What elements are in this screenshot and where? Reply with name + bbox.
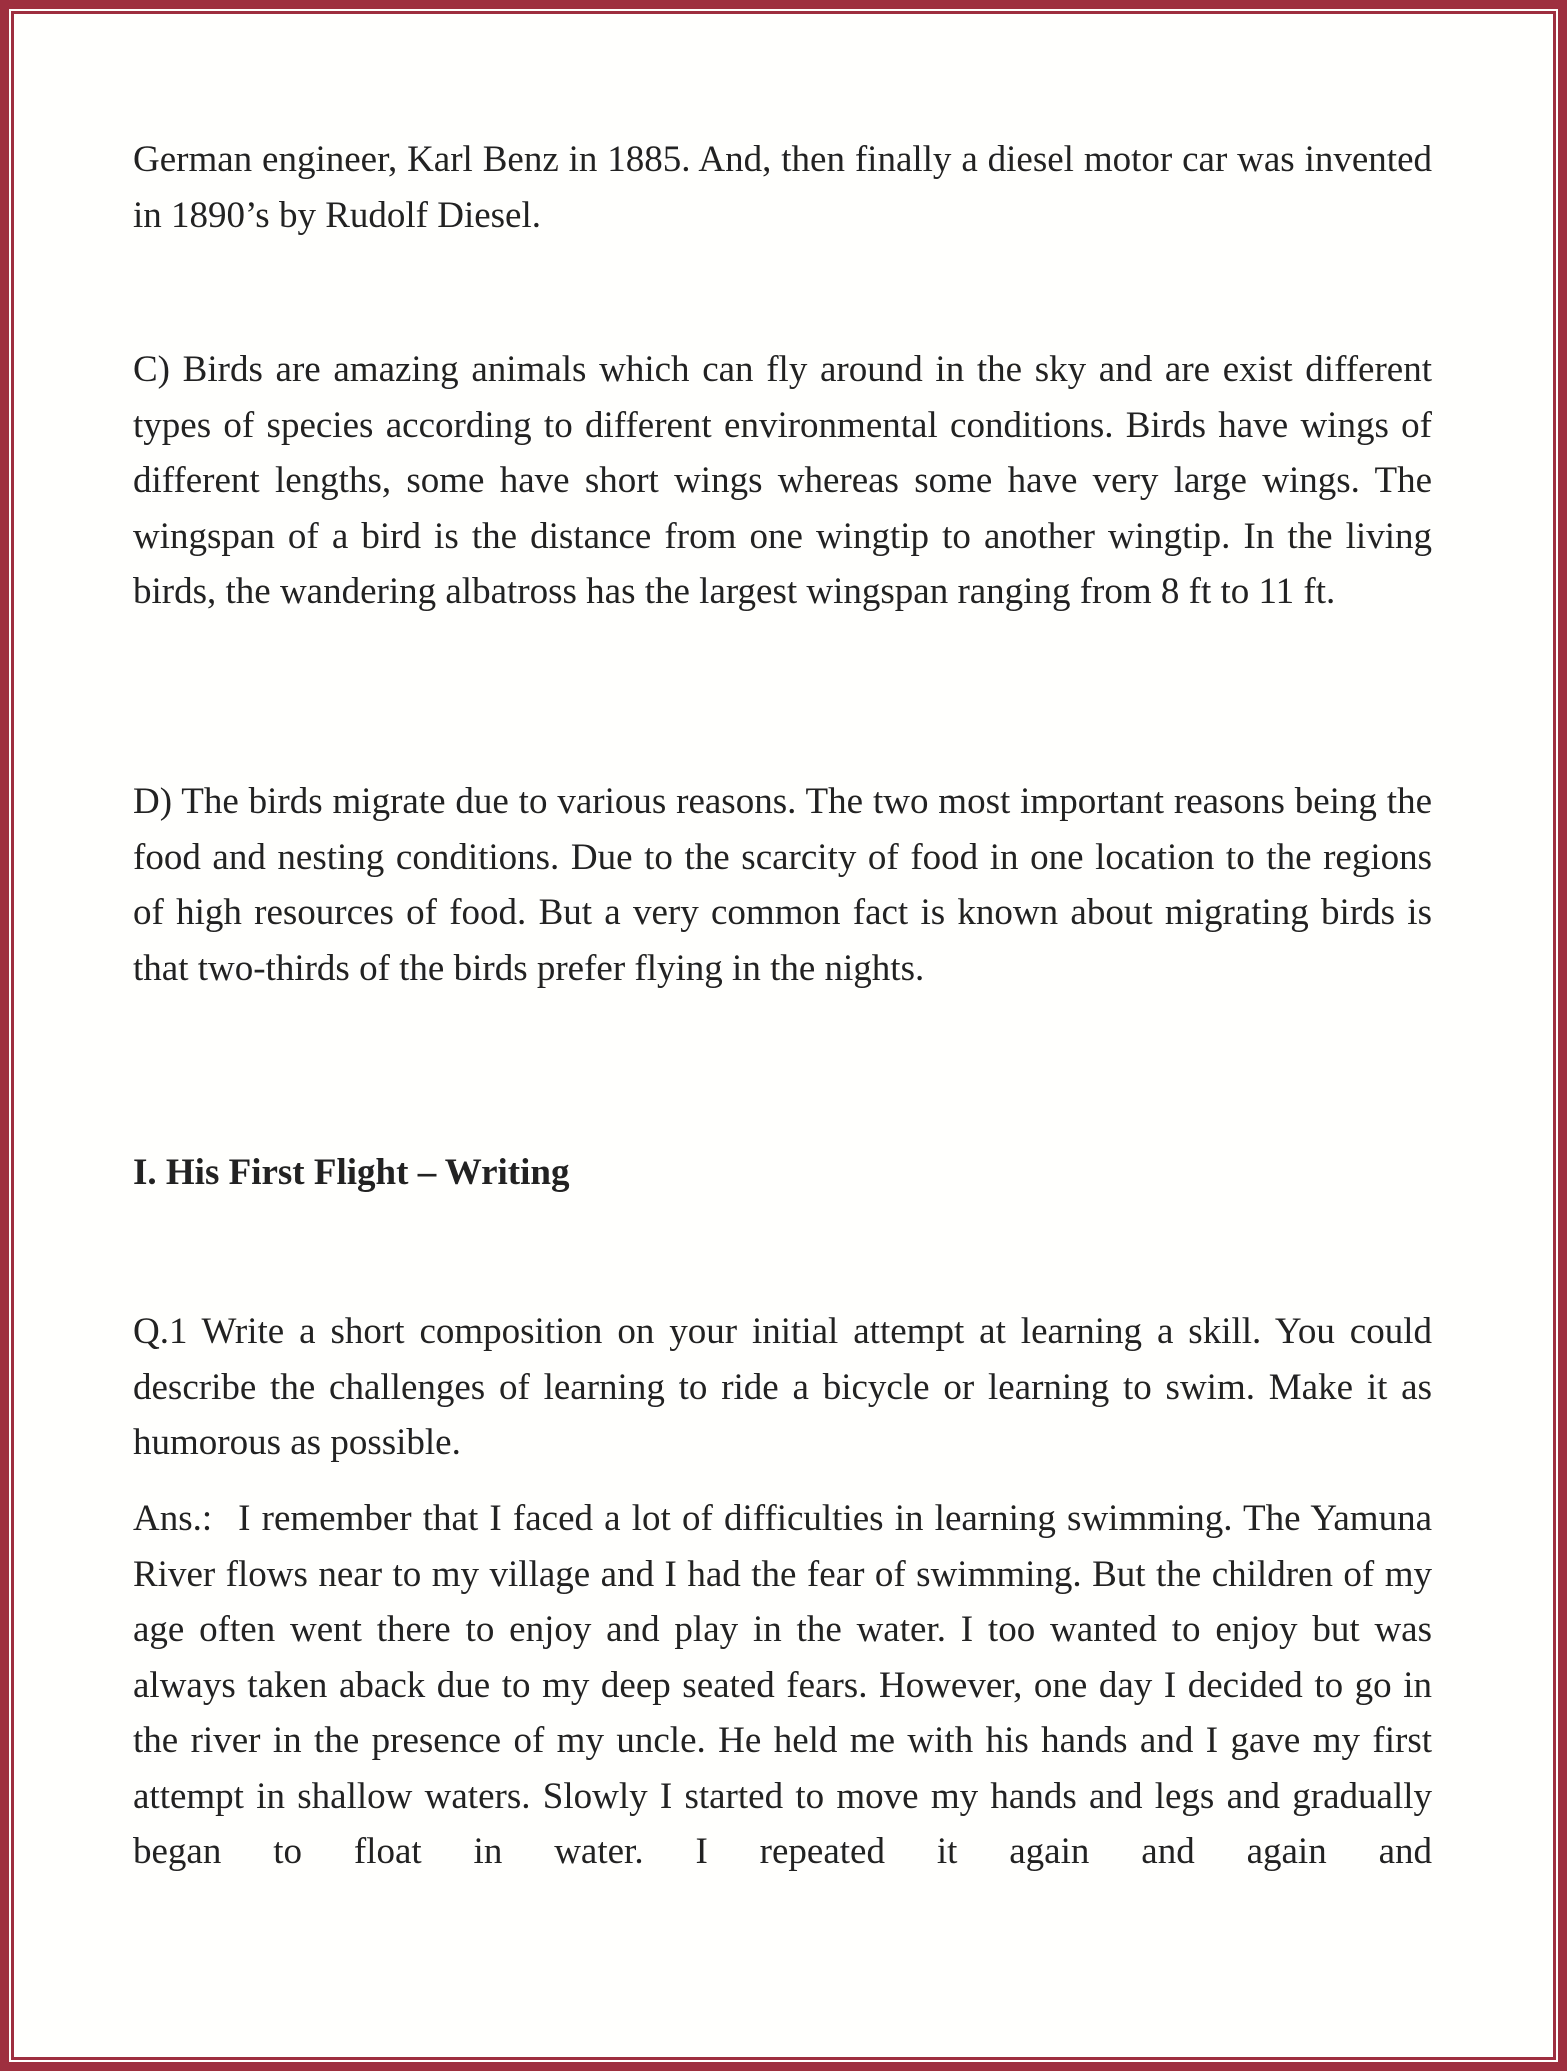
question-text: Write a short composition on your initial attempt at learning a skill. You could describe the challenges of learning to ride a bicycle or learning to swim. Make it as humorous as possible.	[133, 1311, 1432, 1463]
answer-label: Ans.:	[133, 1498, 213, 1539]
paragraph-intro: German engineer, Karl Benz in 1885. And, then finally a diesel motor car was invented in 1890’s by Rudolf Diesel.	[133, 139, 1432, 236]
answer-1	[133, 1491, 1432, 1880]
paragraph-c: C) Birds are amazing animals which can fly around in the sky and are exist different types of species according to different environmental conditions. Birds have wings of different lengths, some have short wings whereas some have very large wings. The wingspan of a bird is the distance from one wingtip to another wingtip. In the living birds, the wandering albatross has the largest wingspan ranging from 8 ft to 11 ft.	[133, 349, 1432, 612]
section-heading: I. His First Flight – Writing	[133, 1152, 570, 1193]
answer-text: I remember that I faced a lot of difficulties in learning swimming. The Yamuna River flows near to my village and I had the fear of swimming. But the children of my age often went there to enjoy and play in the water. I too wanted to enjoy but was always taken aback due to my deep seated fears. However, one day I decided to go in the river in the presence of my uncle. He held me with his hands and I gave my first attempt in shallow waters. Slowly I started to move my hands and legs and gradually began to float in water. I repeated it again and again and	[133, 1498, 1432, 1872]
question-label: Q.1	[133, 1311, 188, 1352]
question-1	[133, 1304, 1432, 1471]
paragraph-d: D) The birds migrate due to various reasons. The two most important reasons being the food and nesting conditions. Due to the scarcity of food in one location to the regions of high resources of food. But a very common fact is known about migrating birds is that two-thirds of the birds prefer flying in the nights.	[133, 781, 1432, 989]
